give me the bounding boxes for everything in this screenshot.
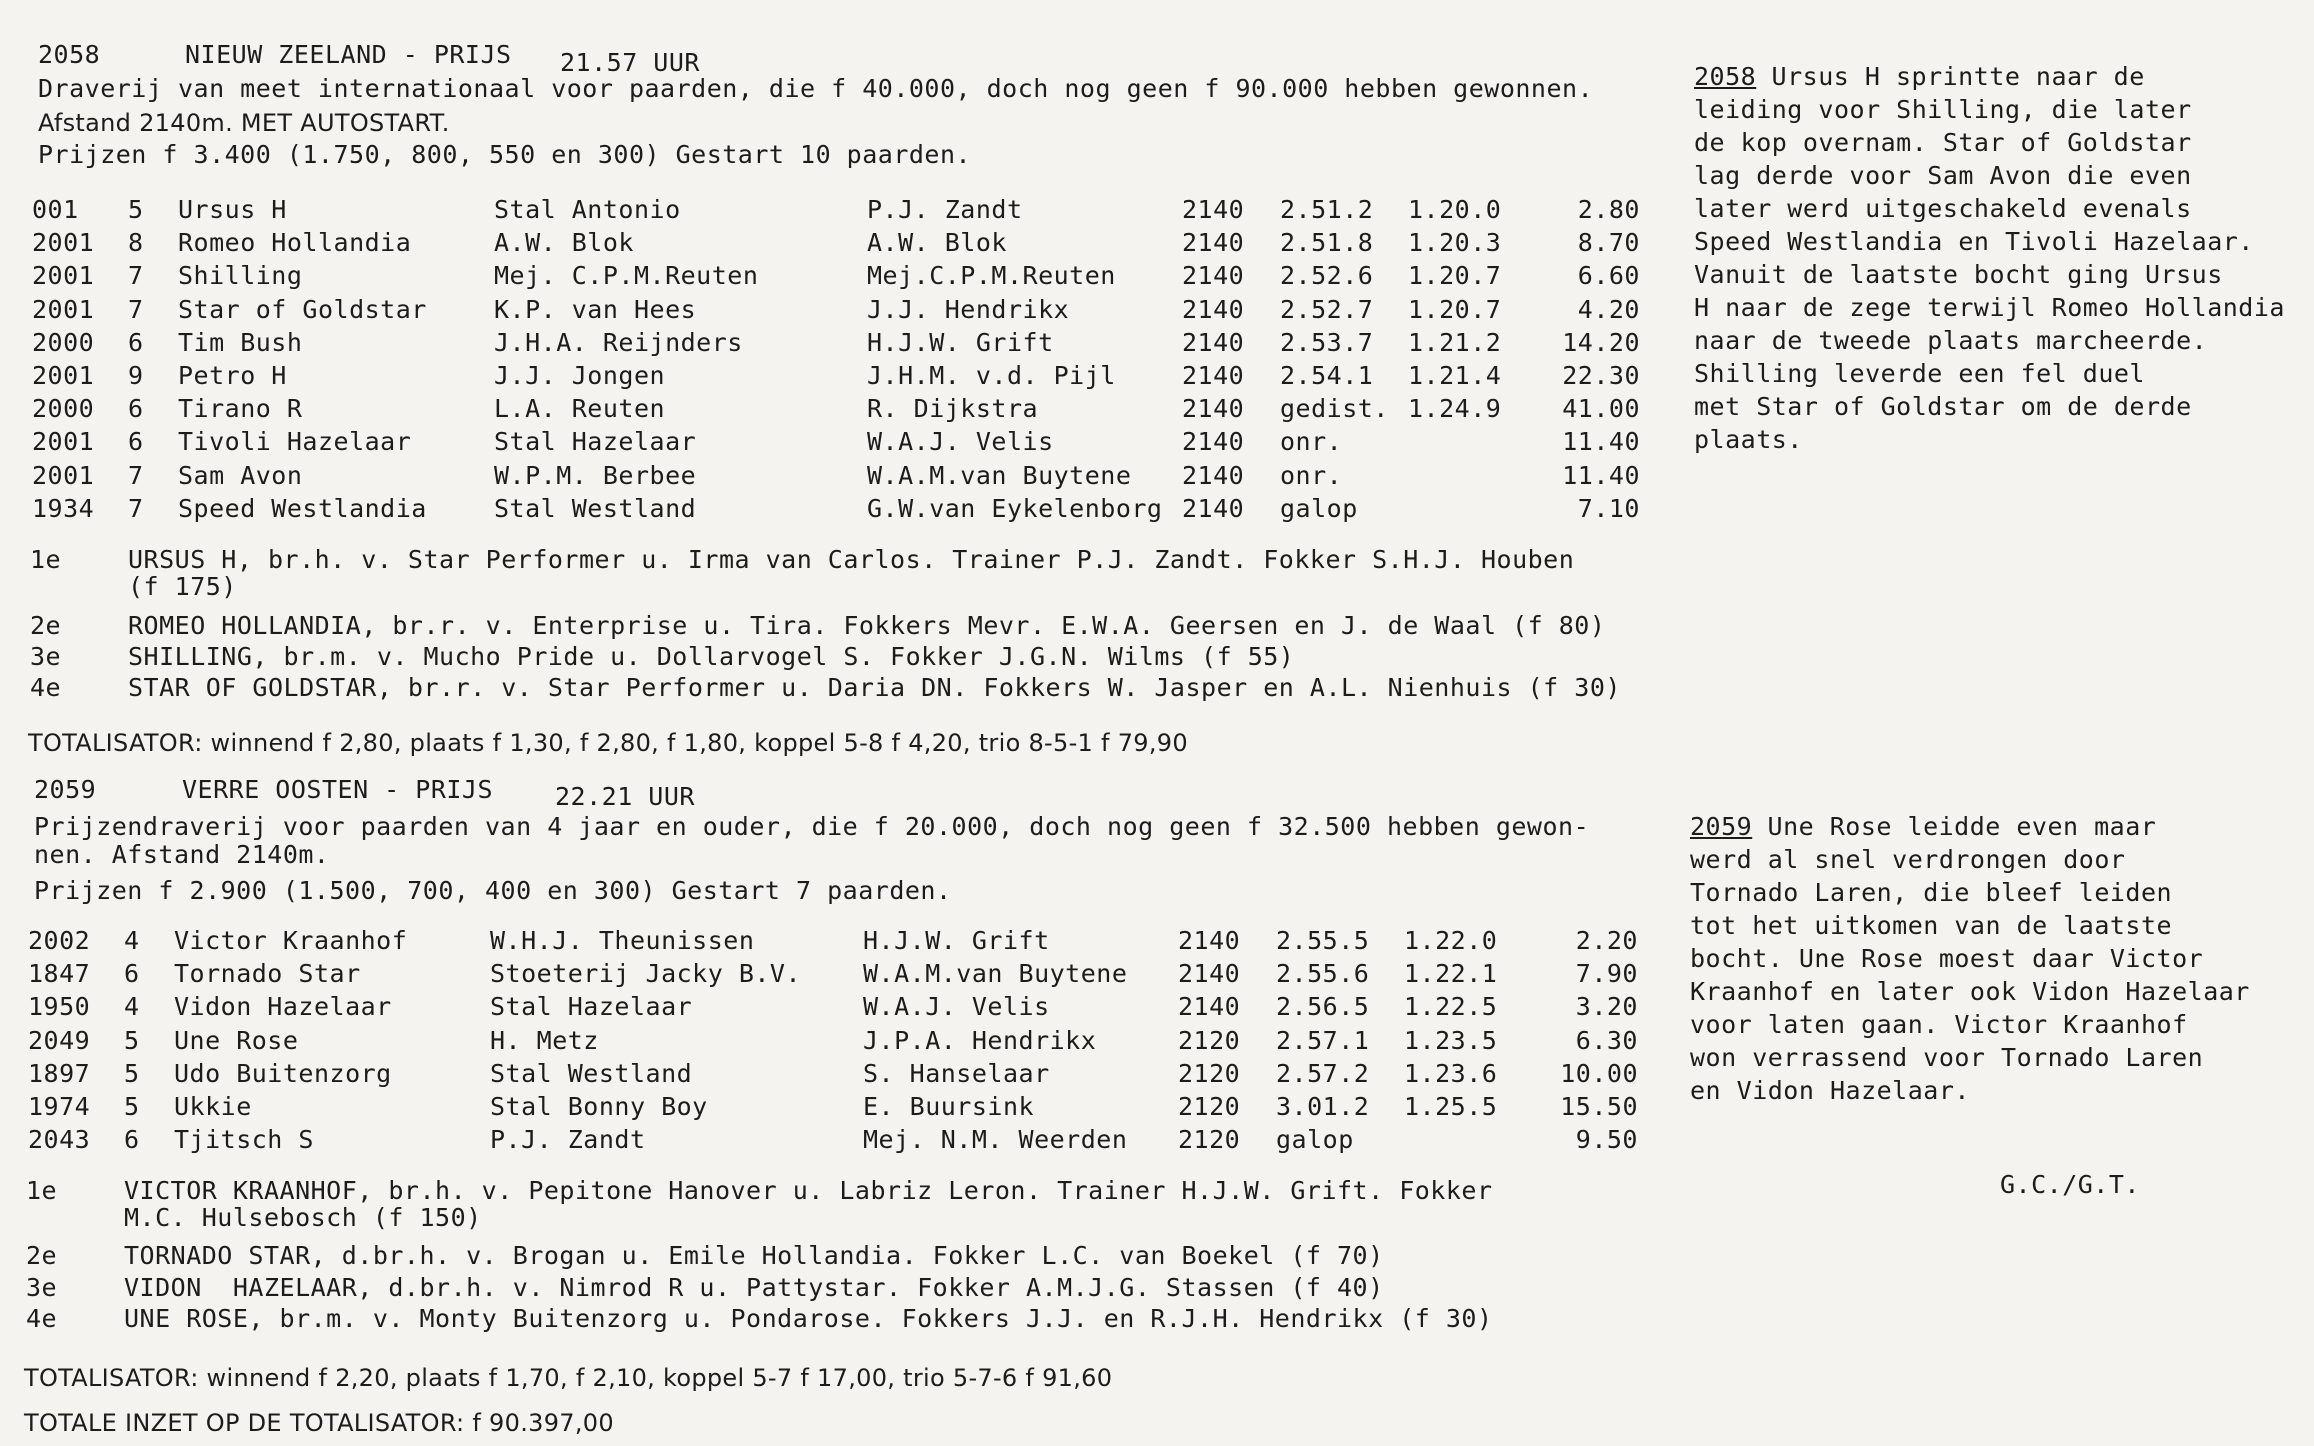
driver: S. Hanselaar bbox=[863, 1058, 1050, 1088]
owner: J.H.A. Reijnders bbox=[494, 327, 743, 357]
driver: H.J.W. Grift bbox=[867, 327, 1054, 357]
start-number: 1847 bbox=[28, 959, 91, 989]
placing-text: UNE ROSE, br.m. v. Monty Buitenzorg u. Pondarose. Fokkers J.J. en R.J.H. Hendrikx (f 30) bbox=[124, 1304, 1493, 1333]
table-row bbox=[32, 227, 1640, 259]
owner: Stal Hazelaar bbox=[494, 427, 697, 457]
distance: 2140 bbox=[1182, 361, 1245, 390]
driver: E. Buursink bbox=[863, 1092, 1035, 1121]
race-name: NIEUW ZEELAND - PRIJS bbox=[185, 40, 512, 69]
distance: 2140 bbox=[1182, 228, 1245, 258]
horse-name: Tirano R bbox=[178, 394, 303, 424]
table-row bbox=[32, 260, 1640, 292]
driver: W.A.J. Velis bbox=[867, 427, 1054, 457]
time: onr. bbox=[1280, 427, 1343, 457]
totalisator: TOTALISATOR: winnend f 2,80, plaats f 1,30, f 2,80, f 1,80, koppel 5-8 f 4,20, trio 8-5-1 f 79,90 bbox=[28, 729, 1188, 757]
commentary-line: Une Rose leidde even maar bbox=[1752, 812, 2157, 841]
distance: 2120 bbox=[1178, 1058, 1241, 1088]
owner: L.A. Reuten bbox=[494, 394, 666, 424]
post: 7 bbox=[128, 460, 144, 490]
horse-name: Ukkie bbox=[174, 1092, 252, 1121]
odds: 11.40 bbox=[1562, 427, 1640, 457]
post: 4 bbox=[124, 926, 140, 955]
driver: A.W. Blok bbox=[867, 228, 1007, 258]
table-row bbox=[28, 991, 1638, 1023]
post: 6 bbox=[124, 1125, 140, 1155]
km-time: 1.20.0 bbox=[1408, 195, 1502, 224]
time: galop bbox=[1280, 493, 1358, 523]
placing-text: TORNADO STAR, d.br.h. v. Brogan u. Emile Hollandia. Fokker L.C. van Boekel (f 70) bbox=[124, 1241, 1384, 1270]
odds: 22.30 bbox=[1562, 361, 1640, 390]
table-row bbox=[32, 393, 1640, 425]
start-number: 001 bbox=[32, 195, 79, 224]
horse-name: Tjitsch S bbox=[174, 1125, 314, 1155]
start-number: 1897 bbox=[28, 1058, 91, 1088]
driver: G.W.van Eykelenborg bbox=[867, 493, 1163, 523]
km-time: 1.20.7 bbox=[1408, 261, 1502, 291]
driver: R. Dijkstra bbox=[867, 394, 1039, 424]
table-row bbox=[32, 360, 1640, 392]
odds: 2.20 bbox=[1575, 926, 1638, 955]
commentary-line: Tornado Laren, die bleef leiden bbox=[1690, 878, 2173, 907]
odds: 11.40 bbox=[1562, 460, 1640, 490]
km-time: 1.22.0 bbox=[1404, 926, 1498, 955]
owner: Stal Bonny Boy bbox=[490, 1092, 708, 1121]
distance: 2140 bbox=[1182, 195, 1245, 224]
odds: 9.50 bbox=[1575, 1125, 1638, 1155]
post: 6 bbox=[128, 394, 144, 424]
distance: 2140 bbox=[1182, 493, 1245, 523]
km-time: 1.20.7 bbox=[1408, 294, 1502, 324]
placing-rank: 3e bbox=[30, 642, 62, 671]
start-number: 2001 bbox=[32, 460, 95, 490]
placing-rank: 1e bbox=[26, 1176, 58, 1205]
horse-name: Vidon Hazelaar bbox=[174, 992, 392, 1022]
race-number: 2059 bbox=[34, 775, 97, 804]
horse-name: Tornado Star bbox=[174, 959, 361, 989]
start-number: 2001 bbox=[32, 228, 95, 258]
placing-rank: 4e bbox=[26, 1304, 58, 1333]
time: 2.51.2 bbox=[1280, 195, 1374, 224]
owner: K.P. van Hees bbox=[494, 294, 697, 324]
table-row bbox=[32, 493, 1640, 525]
placing-rank: 2e bbox=[26, 1241, 58, 1270]
distance: 2140 bbox=[1182, 394, 1245, 424]
placing-text: URSUS H, br.h. v. Star Performer u. Irma van Carlos. Trainer P.J. Zandt. Fokker S.H.J. Houben bbox=[128, 545, 1575, 574]
owner: W.P.M. Berbee bbox=[494, 460, 697, 490]
placing-rank: 4e bbox=[30, 673, 62, 702]
distance: 2140 bbox=[1178, 959, 1241, 989]
horse-name: Victor Kraanhof bbox=[174, 926, 408, 955]
time: 2.51.8 bbox=[1280, 228, 1374, 258]
odds: 2.80 bbox=[1577, 195, 1640, 224]
post: 5 bbox=[124, 1025, 140, 1055]
commentary-line: leiding voor Shilling, die later bbox=[1694, 95, 2192, 124]
km-time: 1.20.3 bbox=[1408, 228, 1502, 258]
time: 2.54.1 bbox=[1280, 361, 1374, 390]
commentary-line: lag derde voor Sam Avon die even bbox=[1694, 161, 2192, 190]
km-time: 1.21.2 bbox=[1408, 327, 1502, 357]
commentary-line: Kraanhof en later ook Vidon Hazelaar bbox=[1690, 977, 2250, 1006]
distance: 2140 bbox=[1178, 926, 1241, 955]
driver: W.A.M.van Buytene bbox=[867, 460, 1132, 490]
driver: P.J. Zandt bbox=[867, 195, 1023, 224]
placing-rank: 1e bbox=[30, 545, 62, 574]
totalisator: TOTALISATOR: winnend f 2,20, plaats f 1,70, f 2,10, koppel 5-7 f 17,00, trio 5-7-6 f 91,60 bbox=[24, 1364, 1113, 1392]
race-distance: nen. Afstand 2140m. bbox=[34, 840, 330, 869]
start-number: 2043 bbox=[28, 1125, 91, 1155]
post: 7 bbox=[128, 294, 144, 324]
owner: Stal Antonio bbox=[494, 195, 681, 224]
horse-name: Tivoli Hazelaar bbox=[178, 427, 412, 457]
race-distance: Afstand 2140m. MET AUTOSTART. bbox=[38, 109, 450, 137]
start-number: 2000 bbox=[32, 394, 95, 424]
driver: W.A.M.van Buytene bbox=[863, 959, 1128, 989]
total-inzet: TOTALE INZET OP DE TOTALISATOR: f 90.397,00 bbox=[24, 1409, 614, 1437]
placing-text-continued: (f 175) bbox=[128, 572, 237, 601]
start-number: 2001 bbox=[32, 427, 95, 457]
table-row bbox=[28, 925, 1638, 957]
race-description: Prijzendraverij voor paarden van 4 jaar en ouder, die f 20.000, doch nog geen f 32.500 hebben gewon- bbox=[34, 812, 1590, 841]
km-time: 1.25.5 bbox=[1404, 1092, 1498, 1121]
start-number: 2000 bbox=[32, 327, 95, 357]
time: 2.53.7 bbox=[1280, 327, 1374, 357]
commentary-line: Vanuit de laatste bocht ging Ursus bbox=[1694, 260, 2223, 289]
start-number: 2002 bbox=[28, 926, 91, 955]
post: 6 bbox=[128, 427, 144, 457]
odds: 7.90 bbox=[1575, 959, 1638, 989]
driver: J.P.A. Hendrikx bbox=[863, 1025, 1097, 1055]
placing-text: VIDON HAZELAAR, d.br.h. v. Nimrod R u. Pattystar. Fokker A.M.J.G. Stassen (f 40) bbox=[124, 1273, 1384, 1302]
race-time: 22.21 UUR bbox=[555, 782, 695, 811]
table-row bbox=[32, 460, 1640, 492]
post: 6 bbox=[128, 327, 144, 357]
horse-name: Une Rose bbox=[174, 1025, 299, 1055]
distance: 2140 bbox=[1182, 294, 1245, 324]
table-row bbox=[28, 1091, 1638, 1123]
commentary-line: met Star of Goldstar om de derde bbox=[1694, 392, 2192, 421]
placing-rank: 3e bbox=[26, 1273, 58, 1302]
start-number: 1934 bbox=[32, 493, 95, 523]
commentary-line: en Vidon Hazelaar. bbox=[1690, 1076, 1970, 1105]
time: 2.57.1 bbox=[1276, 1025, 1370, 1055]
horse-name: Ursus H bbox=[178, 195, 287, 224]
odds: 10.00 bbox=[1560, 1058, 1638, 1088]
commentary-number: 2059 bbox=[1690, 812, 1753, 841]
driver: W.A.J. Velis bbox=[863, 992, 1050, 1022]
commentary-line: Shilling leverde een fel duel bbox=[1694, 359, 2145, 388]
start-number: 1974 bbox=[28, 1092, 91, 1121]
post: 5 bbox=[124, 1092, 140, 1121]
distance: 2140 bbox=[1182, 427, 1245, 457]
start-number: 1950 bbox=[28, 992, 91, 1022]
odds: 6.30 bbox=[1575, 1025, 1638, 1055]
post: 5 bbox=[124, 1058, 140, 1088]
placing-text-continued: M.C. Hulsebosch (f 150) bbox=[124, 1203, 482, 1232]
km-time: 1.22.1 bbox=[1404, 959, 1498, 989]
commentary-line: voor laten gaan. Victor Kraanhof bbox=[1690, 1010, 2188, 1039]
time: 2.52.6 bbox=[1280, 261, 1374, 291]
distance: 2120 bbox=[1178, 1025, 1241, 1055]
owner: A.W. Blok bbox=[494, 228, 634, 258]
owner: Mej. C.P.M.Reuten bbox=[494, 261, 759, 291]
post: 9 bbox=[128, 361, 144, 390]
start-number: 2049 bbox=[28, 1025, 91, 1055]
race-prizes: Prijzen f 3.400 (1.750, 800, 550 en 300) Gestart 10 paarden. bbox=[38, 140, 972, 169]
table-row bbox=[28, 1025, 1638, 1057]
table-row bbox=[28, 958, 1638, 990]
table-row bbox=[32, 294, 1640, 326]
placing-text: ROMEO HOLLANDIA, br.r. v. Enterprise u. Tira. Fokkers Mevr. E.W.A. Geersen en J. de Waal (f 80) bbox=[128, 611, 1606, 640]
race-description: Draverij van meet internationaal voor paarden, die f 40.000, doch nog geen f 90.000 hebben gewonnen. bbox=[38, 74, 1594, 103]
commentary-line: de kop overnam. Star of Goldstar bbox=[1694, 128, 2192, 157]
commentary-line: naar de tweede plaats marcheerde. bbox=[1694, 326, 2208, 355]
odds: 15.50 bbox=[1560, 1092, 1638, 1121]
race-name: VERRE OOSTEN - PRIJS bbox=[182, 775, 494, 804]
commentary-line: plaats. bbox=[1694, 425, 1803, 454]
odds: 4.20 bbox=[1577, 294, 1640, 324]
driver: J.H.M. v.d. Pijl bbox=[867, 361, 1116, 390]
time: 2.57.2 bbox=[1276, 1058, 1370, 1088]
owner: Stal Hazelaar bbox=[490, 992, 693, 1022]
horse-name: Sam Avon bbox=[178, 460, 303, 490]
odds: 14.20 bbox=[1562, 327, 1640, 357]
owner: W.H.J. Theunissen bbox=[490, 926, 755, 955]
km-time: 1.23.5 bbox=[1404, 1025, 1498, 1055]
signature: G.C./G.T. bbox=[2000, 1170, 2140, 1199]
horse-name: Star of Goldstar bbox=[178, 294, 427, 324]
commentary-line: Speed Westlandia en Tivoli Hazelaar. bbox=[1694, 227, 2254, 256]
time: onr. bbox=[1280, 460, 1343, 490]
driver: J.J. Hendrikx bbox=[867, 294, 1070, 324]
post: 8 bbox=[128, 228, 144, 258]
time: 2.55.5 bbox=[1276, 926, 1370, 955]
time: 2.52.7 bbox=[1280, 294, 1374, 324]
table-row bbox=[32, 426, 1640, 458]
distance: 2120 bbox=[1178, 1125, 1241, 1155]
commentary-line: Ursus H sprintte naar de bbox=[1756, 62, 2145, 91]
distance: 2140 bbox=[1182, 460, 1245, 490]
commentary-line: H naar de zege terwijl Romeo Hollandia bbox=[1694, 293, 2285, 322]
table-row bbox=[28, 1124, 1638, 1156]
odds: 7.10 bbox=[1577, 493, 1640, 523]
owner: P.J. Zandt bbox=[490, 1125, 646, 1155]
distance: 2140 bbox=[1182, 327, 1245, 357]
time: 2.55.6 bbox=[1276, 959, 1370, 989]
horse-name: Udo Buitenzorg bbox=[174, 1058, 392, 1088]
post: 4 bbox=[124, 992, 140, 1022]
owner: Stal Westland bbox=[494, 493, 697, 523]
start-number: 2001 bbox=[32, 261, 95, 291]
horse-name: Petro H bbox=[178, 361, 287, 390]
table-row bbox=[28, 1058, 1638, 1090]
km-time: 1.22.5 bbox=[1404, 992, 1498, 1022]
odds: 41.00 bbox=[1562, 394, 1640, 424]
race-number: 2058 bbox=[38, 40, 101, 69]
horse-name: Speed Westlandia bbox=[178, 493, 427, 523]
time: gedist. bbox=[1280, 394, 1389, 424]
table-row bbox=[32, 327, 1640, 359]
km-time: 1.21.4 bbox=[1408, 361, 1502, 390]
start-number: 2001 bbox=[32, 361, 95, 390]
horse-name: Romeo Hollandia bbox=[178, 228, 412, 258]
commentary-line: bocht. Une Rose moest daar Victor bbox=[1690, 944, 2204, 973]
start-number: 2001 bbox=[32, 294, 95, 324]
distance: 2120 bbox=[1178, 1092, 1241, 1121]
post: 7 bbox=[128, 493, 144, 523]
time: galop bbox=[1276, 1125, 1354, 1155]
commentary-number: 2058 bbox=[1694, 62, 1757, 91]
distance: 2140 bbox=[1182, 261, 1245, 291]
commentary-line: later werd uitgeschakeld evenals bbox=[1694, 194, 2192, 223]
odds: 3.20 bbox=[1575, 992, 1638, 1022]
placing-rank: 2e bbox=[30, 611, 62, 640]
placing-text: SHILLING, br.m. v. Mucho Pride u. Dollarvogel S. Fokker J.G.N. Wilms (f 55) bbox=[128, 642, 1295, 671]
post: 7 bbox=[128, 261, 144, 291]
time: 3.01.2 bbox=[1276, 1092, 1370, 1121]
driver: Mej.C.P.M.Reuten bbox=[867, 261, 1116, 291]
race-time: 21.57 UUR bbox=[560, 48, 700, 77]
placing-text: VICTOR KRAANHOF, br.h. v. Pepitone Hanover u. Labriz Leron. Trainer H.J.W. Grift. Fokker bbox=[124, 1176, 1493, 1205]
commentary-line: tot het uitkomen van de laatste bbox=[1690, 911, 2173, 940]
commentary-line: werd al snel verdrongen door bbox=[1690, 845, 2126, 874]
table-row bbox=[32, 194, 1640, 226]
owner: Stal Westland bbox=[490, 1058, 693, 1088]
horse-name: Tim Bush bbox=[178, 327, 303, 357]
owner: H. Metz bbox=[490, 1025, 599, 1055]
placing-text: STAR OF GOLDSTAR, br.r. v. Star Performer u. Daria DN. Fokkers W. Jasper en A.L. Nienhuis (f 30) bbox=[128, 673, 1621, 702]
post: 6 bbox=[124, 959, 140, 989]
driver: H.J.W. Grift bbox=[863, 926, 1050, 955]
owner: Stoeterij Jacky B.V. bbox=[490, 959, 802, 989]
driver: Mej. N.M. Weerden bbox=[863, 1125, 1128, 1155]
race-prizes: Prijzen f 2.900 (1.500, 700, 400 en 300) Gestart 7 paarden. bbox=[34, 876, 952, 905]
owner: J.J. Jongen bbox=[494, 361, 666, 390]
km-time: 1.24.9 bbox=[1408, 394, 1502, 424]
odds: 6.60 bbox=[1577, 261, 1640, 291]
time: 2.56.5 bbox=[1276, 992, 1370, 1022]
post: 5 bbox=[128, 195, 144, 224]
odds: 8.70 bbox=[1577, 228, 1640, 258]
commentary-line: won verrassend voor Tornado Laren bbox=[1690, 1043, 2204, 1072]
horse-name: Shilling bbox=[178, 261, 303, 291]
distance: 2140 bbox=[1178, 992, 1241, 1022]
km-time: 1.23.6 bbox=[1404, 1058, 1498, 1088]
